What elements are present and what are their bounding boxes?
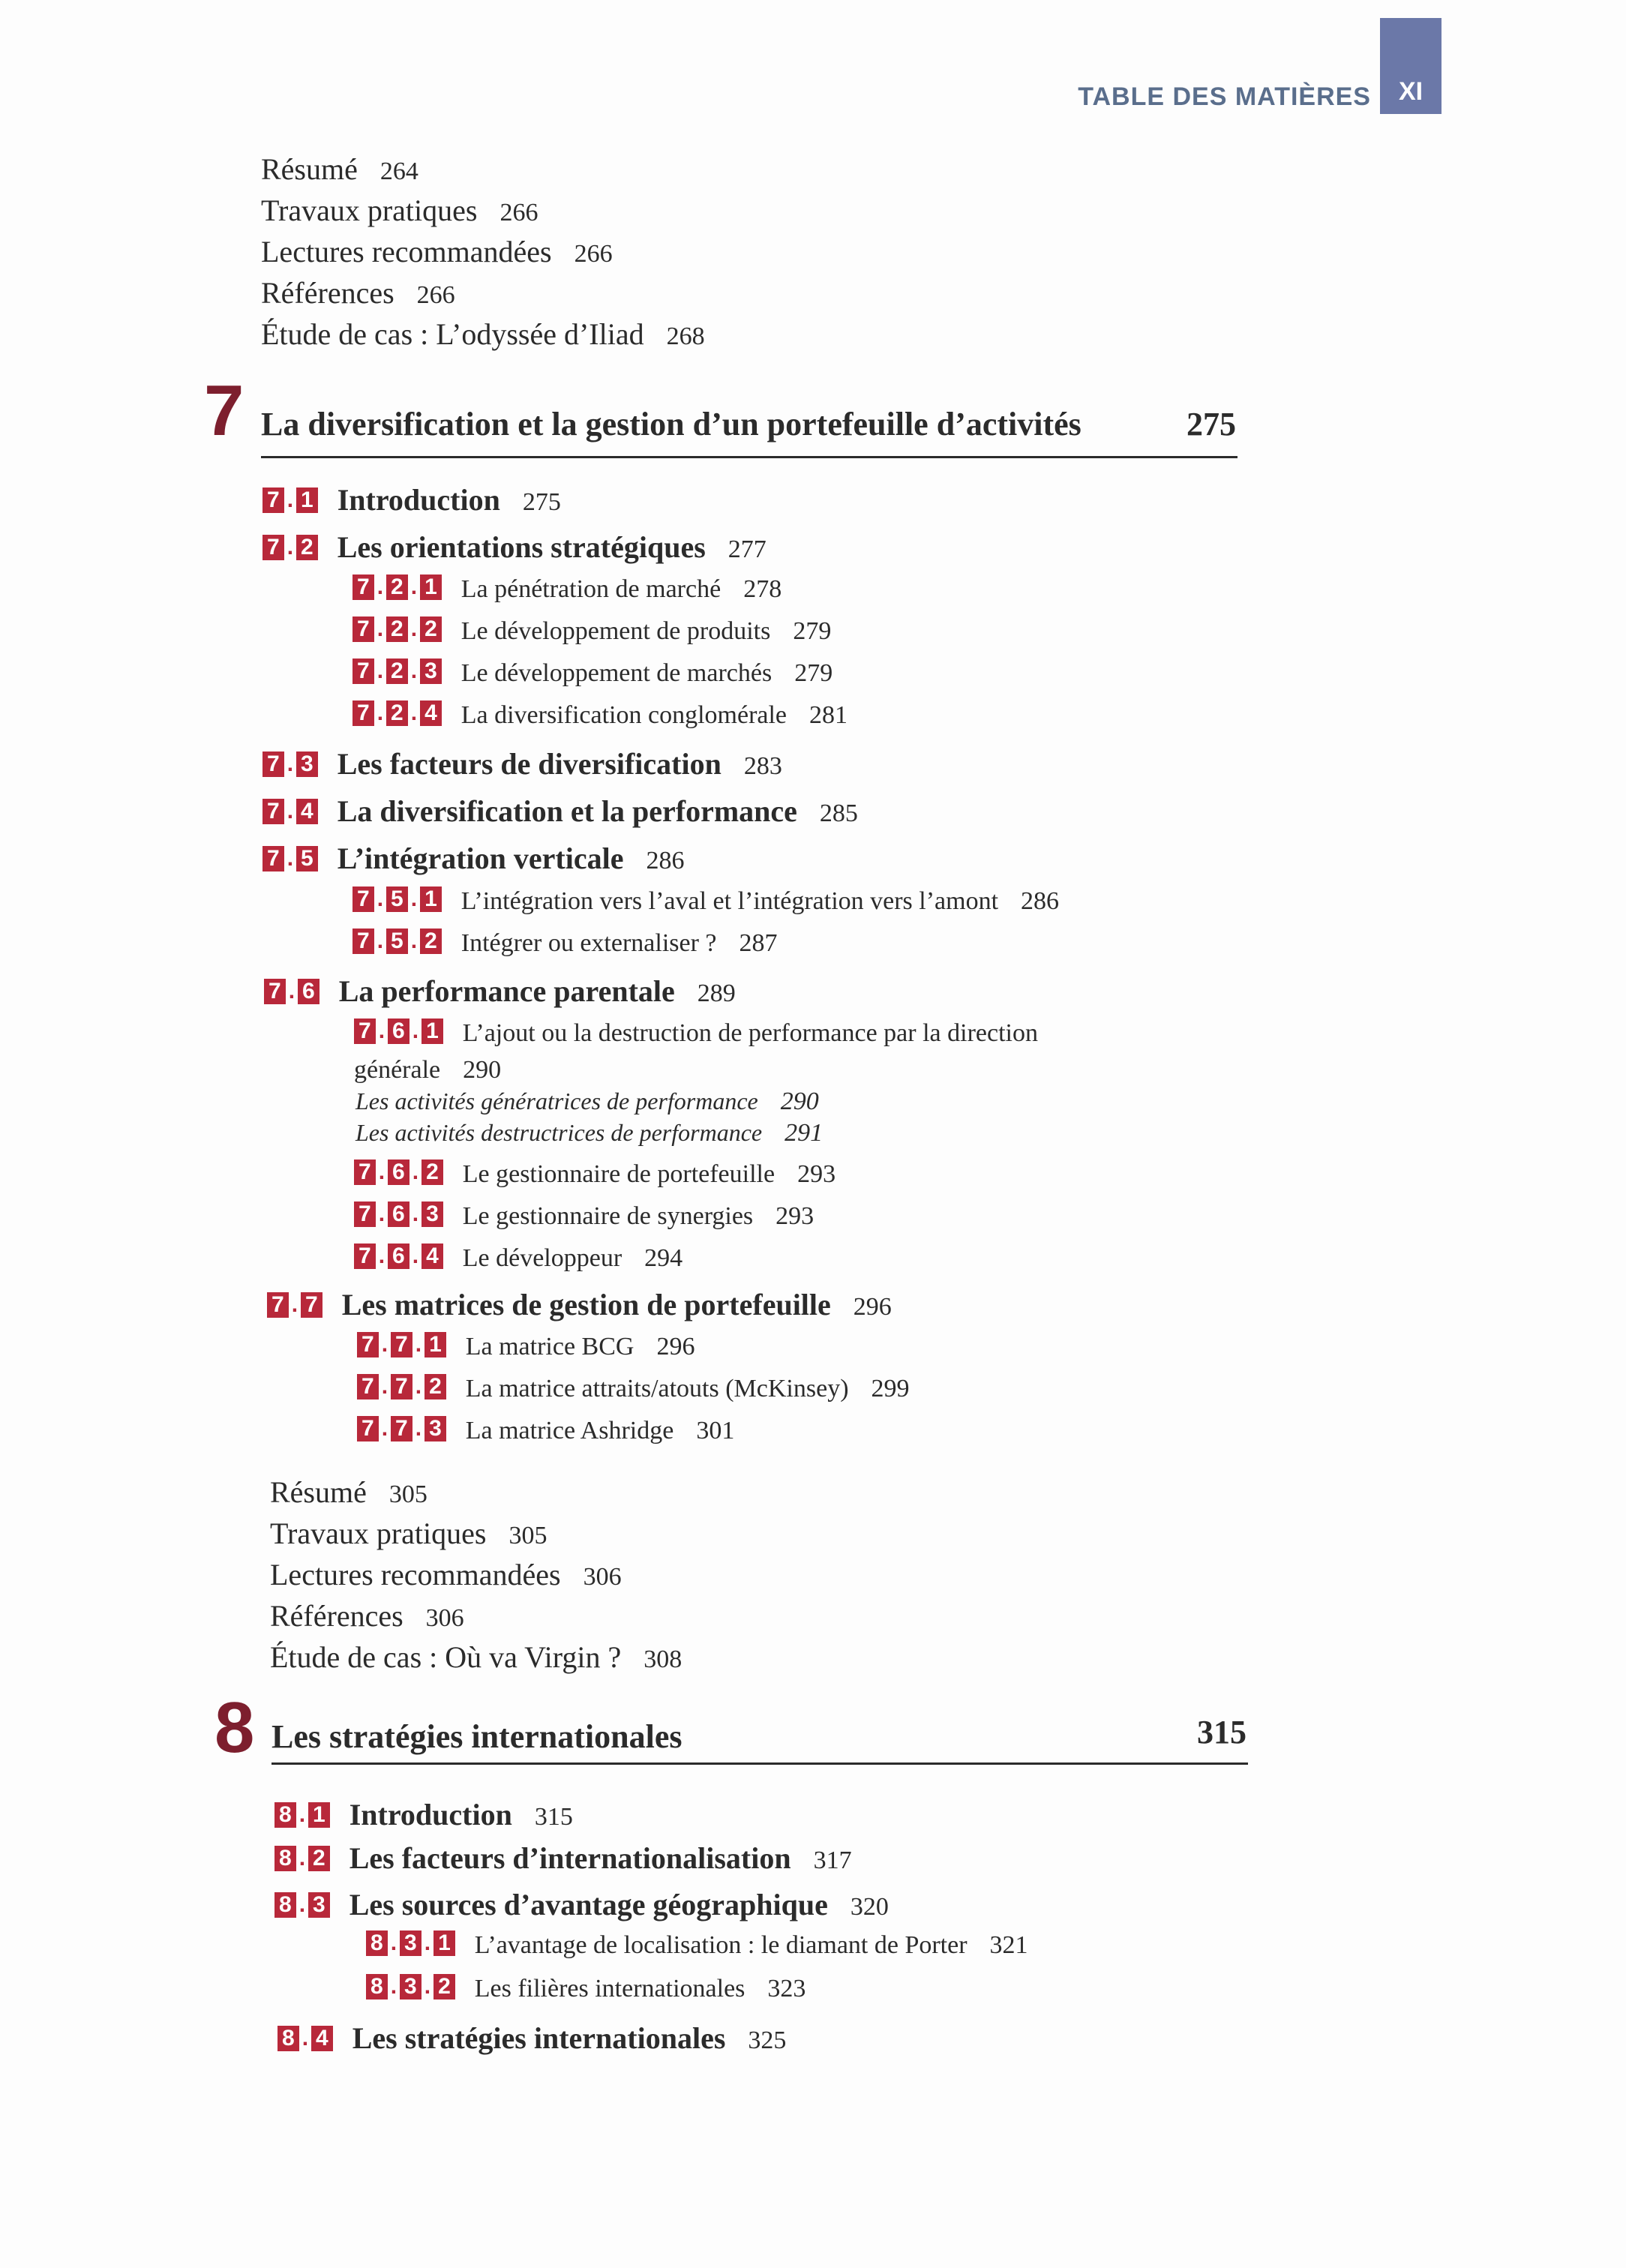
toc-subsection-7-7-2[interactable]: 7 . 7 . 2 La matrice attraits/atouts (McKinsey) 299 [357, 1374, 910, 1403]
page-number: XI [1398, 77, 1424, 106]
chapter-number: 7 [204, 370, 244, 451]
toc-subsection-7-6-4[interactable]: 7 . 6 . 4 Le développeur 294 [354, 1244, 682, 1273]
toc-section-7-7[interactable]: 7 . 7 Les matrices de gestion de portefeuille 296 [267, 1287, 892, 1322]
list-item[interactable]: Lectures recommandées 266 [261, 235, 613, 268]
chapter-rule [261, 456, 1238, 458]
running-header: TABLE DES MATIÈRES [1078, 82, 1371, 111]
toc-subsection-7-5-2[interactable]: 7 . 5 . 2 Intégrer ou externaliser ? 287 [352, 928, 778, 958]
toc-subsection-7-6-3[interactable]: 7 . 6 . 3 Le gestionnaire de synergies 293 [354, 1202, 814, 1231]
toc-subsection-7-5-1[interactable]: 7 . 5 . 1 L’intégration vers l’aval et l’intégration vers l’amont 286 [352, 886, 1059, 916]
toc-subsection-7-2-4[interactable]: 7 . 2 . 4 La diversification conglomérale 281 [352, 700, 848, 730]
toc-section-7-6[interactable]: 7 . 6 La performance parentale 289 [264, 974, 736, 1009]
toc-subsection-7-2-1[interactable]: 7 . 2 . 1 La pénétration de marché 278 [352, 574, 782, 604]
toc-section-8-2[interactable]: 8 . 2 Les facteurs d’internationalisation 317 [274, 1840, 852, 1876]
toc-subsection-7-6-1[interactable]: 7 . 6 . 1 L’ajout ou la destruction de performance par la direction [354, 1018, 1038, 1048]
toc-section-7-2[interactable]: 7 . 2 Les orientations stratégiques 277 [262, 530, 766, 565]
toc-subsection-7-7-1[interactable]: 7 . 7 . 1 La matrice BCG 296 [357, 1332, 694, 1361]
toc-section-8-1[interactable]: 8 . 1 Introduction 315 [274, 1797, 573, 1832]
toc-section-8-3[interactable]: 8 . 3 Les sources d’avantage géographique 320 [274, 1887, 889, 1922]
list-item[interactable]: Travaux pratiques 266 [261, 194, 538, 227]
chapter-rule [272, 1762, 1248, 1765]
list-item[interactable]: Résumé 305 [270, 1475, 428, 1509]
chapter7-end-list [270, 1473, 682, 1679]
list-item[interactable]: Travaux pratiques 305 [270, 1516, 548, 1550]
toc-subsection-7-2-3[interactable]: 7 . 2 . 3 Le développement de marchés 279 [352, 658, 832, 688]
toc-section-7-1[interactable]: 7 . 1 Introduction 275 [262, 482, 561, 518]
toc-section-7-4[interactable]: 7 . 4 La diversification et la performance 285 [262, 794, 858, 829]
toc-subsection-7-6-1-continued[interactable]: générale 290 [354, 1056, 502, 1084]
page-number-tab [1380, 18, 1442, 114]
chapter-page: 275 [1186, 406, 1236, 442]
toc-section-8-4[interactable]: 8 . 4 Les stratégies internationales 325 [278, 2020, 786, 2056]
list-item[interactable]: Résumé 264 [261, 152, 418, 186]
list-item[interactable]: Lectures recommandées 306 [270, 1558, 622, 1592]
toc-italic-item[interactable]: Les activités destructrices de performance 291 [356, 1119, 824, 1147]
toc-section-7-5[interactable]: 7 . 5 L’intégration verticale 286 [262, 841, 684, 876]
chapter-title: La diversification et la gestion d’un portefeuille d’activités [261, 406, 1082, 442]
chapter-page: 315 [1197, 1714, 1246, 1750]
toc-italic-item[interactable]: Les activités génératrices de performance 290 [356, 1088, 819, 1115]
toc-subsection-7-2-2[interactable]: 7 . 2 . 2 Le développement de produits 279 [352, 616, 831, 646]
chapter-number: 8 [214, 1688, 255, 1768]
toc-section-7-3[interactable]: 7 . 3 Les facteurs de diversification 283 [262, 746, 782, 782]
chapter6-end-list [261, 150, 705, 356]
chapter-title: Les stratégies internationales [272, 1718, 682, 1755]
list-item[interactable]: Références 266 [261, 276, 455, 310]
list-item[interactable]: Références 306 [270, 1599, 464, 1633]
toc-subsection-7-7-3[interactable]: 7 . 7 . 3 La matrice Ashridge 301 [357, 1416, 734, 1445]
toc-subsection-8-3-1[interactable]: 8 . 3 . 1 L’avantage de localisation : le diamant de Porter 321 [366, 1930, 1028, 1960]
list-item[interactable]: Étude de cas : L’odyssée d’Iliad 268 [261, 317, 705, 351]
list-item[interactable]: Étude de cas : Où va Virgin ? 308 [270, 1640, 682, 1674]
toc-subsection-7-6-2[interactable]: 7 . 6 . 2 Le gestionnaire de portefeuille 293 [354, 1160, 836, 1189]
page-header [0, 0, 1626, 120]
toc-subsection-8-3-2[interactable]: 8 . 3 . 2 Les filières internationales 323 [366, 1974, 806, 2003]
